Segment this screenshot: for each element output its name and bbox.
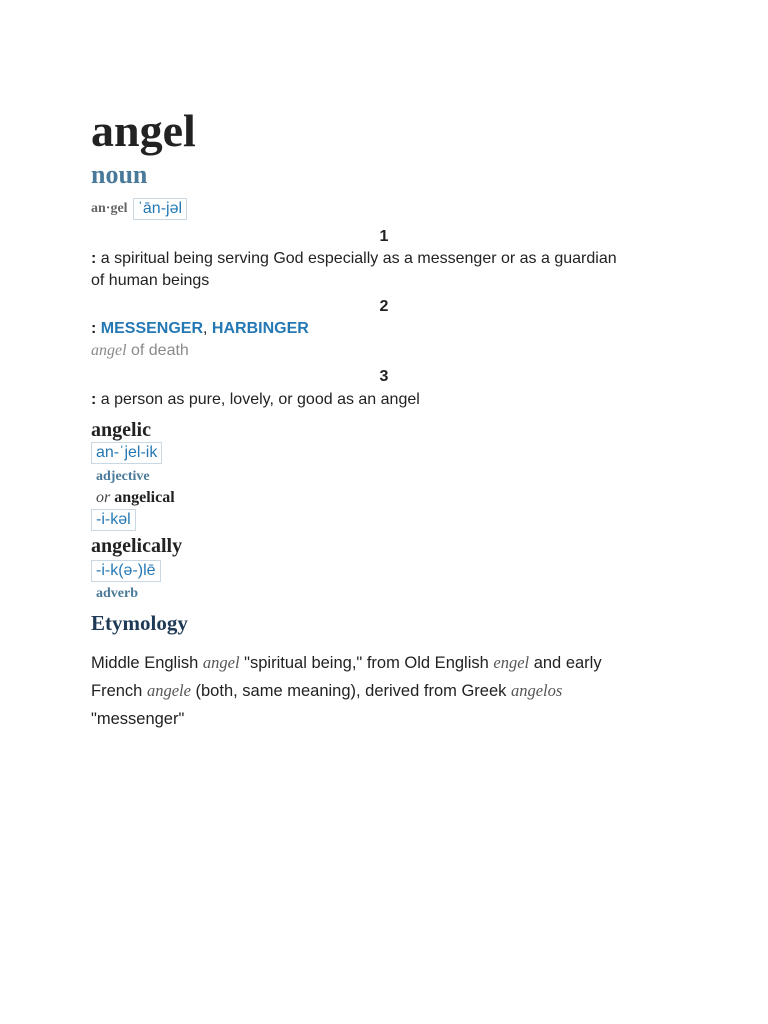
sense-colon: : [91,250,97,267]
etymology-heading: Etymology [91,611,188,635]
headword: angel [91,105,196,156]
etym-part: "messenger" [91,710,185,728]
etymology-text [91,649,651,733]
xref-separator: , [203,320,212,337]
sense-definition-3 [91,389,631,411]
etym-word: angel [202,653,240,672]
sense-colon: : [91,391,97,408]
syllabification: an·gel [91,201,128,216]
etym-part: "spiritual being," from Old English [239,654,494,672]
pronunciation-link[interactable]: ˈān-jəl [133,198,187,220]
variant-or: or [96,489,111,506]
usage-example [91,340,189,362]
sense-number-3: 3 [379,368,389,385]
variant-word: angelical [114,489,175,506]
runon-pronunciation-row [91,442,162,464]
example-text: of death [126,342,189,359]
runon-word-angelically: angelically [91,535,183,557]
runon-pronunciation-row [91,560,161,582]
etym-part: and early French [91,654,602,700]
etym-word: engel [493,653,530,672]
function-label-adjective: adjective [96,469,150,484]
runon-word-angelic: angelic [91,419,151,441]
sense-number-1: 1 [379,228,389,245]
sense-definition-1 [91,248,631,292]
xref-messenger-link[interactable]: MESSENGER [100,320,204,337]
etym-word: angelos [510,681,563,700]
pronunciation-link[interactable]: -i-kəl [91,509,136,531]
etym-word: angele [146,681,191,700]
sense-number-2: 2 [379,298,389,315]
variant-pronunciation-row [91,509,136,531]
xref-harbinger-link[interactable]: HARBINGER [211,320,309,337]
pronunciation-link[interactable]: -i-k(ə-)lē [91,560,161,582]
definition-text: a spiritual being serving God especially as a messenger or as a guardian of human beings [91,250,617,289]
example-headword: angel [91,342,127,359]
function-label-adverb: adverb [96,586,138,601]
variant-form [96,488,175,508]
part-of-speech: noun [91,160,148,189]
etym-part: (both, same meaning), derived from Greek [190,682,511,700]
definition-text: a person as pure, lovely, or good as an angel [96,391,420,408]
etym-part: Middle English [91,654,203,672]
sense-definition-2 [91,318,631,340]
pronunciation-link[interactable]: an-ˈjel-ik [91,442,162,464]
syllable-pronunciation-row [91,197,187,221]
sense-colon: : [91,320,97,337]
